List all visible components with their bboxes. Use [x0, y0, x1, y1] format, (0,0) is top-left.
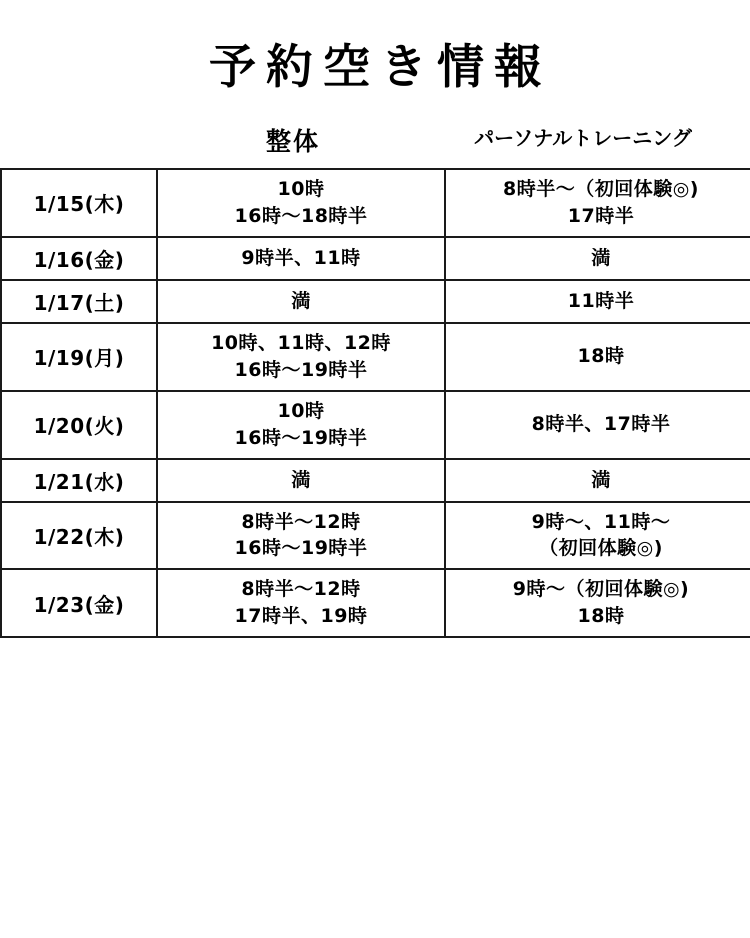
cell-seitai-slots — [157, 459, 445, 502]
cell-seitai-slots — [157, 569, 445, 637]
cell-seitai-slots — [157, 169, 445, 237]
slot-line: 8時半〜（初回体験◎) — [503, 177, 699, 200]
slot-line: （初回体験◎) — [539, 537, 663, 560]
availability-table — [0, 168, 750, 639]
cell-seitai-slots — [157, 391, 445, 459]
cell-personal-training-slots — [445, 237, 750, 280]
cell-date: 1/20(火) — [1, 391, 157, 459]
slot-line: 9時〜（初回体験◎) — [512, 578, 690, 601]
slot-line: 11時半 — [567, 289, 635, 312]
cell-date: 1/19(月) — [1, 323, 157, 391]
slot-line: 10時 — [277, 399, 325, 422]
slot-line: 満 — [291, 289, 311, 312]
column-headers — [0, 122, 750, 158]
slot-line: 8時半、17時半 — [531, 413, 671, 436]
cell-date: 1/16(金) — [1, 237, 157, 280]
slot-line: 18時 — [577, 605, 625, 628]
slot-line: 10時 — [277, 177, 325, 200]
slot-line: 18時 — [577, 345, 625, 368]
slot-line: 16時〜19時半 — [234, 426, 368, 449]
cell-personal-training-slots — [445, 569, 750, 637]
table-row — [1, 391, 750, 459]
slot-line: 9時半、11時 — [241, 246, 361, 269]
cell-personal-training-slots — [445, 323, 750, 391]
cell-date: 1/15(木) — [1, 169, 157, 237]
column-header-day-spacer — [8, 122, 154, 158]
column-header-personal-training: パーソナルトレーニング — [474, 125, 692, 150]
table-row — [1, 502, 750, 570]
table-row — [1, 280, 750, 323]
slot-line: 16時〜19時半 — [234, 537, 368, 560]
slot-line: 16時〜18時半 — [234, 204, 368, 227]
cell-seitai-slots — [157, 323, 445, 391]
cell-seitai-slots — [157, 237, 445, 280]
table-row — [1, 569, 750, 637]
slot-line: 17時半、19時 — [234, 605, 368, 628]
slot-line: 10時、11時、12時 — [211, 331, 391, 354]
cell-personal-training-slots — [445, 280, 750, 323]
cell-seitai-slots — [157, 280, 445, 323]
table-row — [1, 323, 750, 391]
cell-personal-training-slots — [445, 391, 750, 459]
table-body — [1, 169, 750, 638]
cell-personal-training-slots — [445, 169, 750, 237]
slot-line: 満 — [291, 468, 311, 491]
cell-date: 1/21(水) — [1, 459, 157, 502]
table-row — [1, 169, 750, 237]
column-header-seitai: 整体 — [265, 126, 320, 156]
table-row — [1, 237, 750, 280]
cell-date: 1/22(木) — [1, 502, 157, 570]
slot-line: 8時半〜12時 — [241, 510, 361, 533]
page-title: 予約空き情報 — [209, 40, 551, 95]
cell-personal-training-slots — [445, 459, 750, 502]
cell-personal-training-slots — [445, 502, 750, 570]
slot-line: 16時〜19時半 — [234, 358, 368, 381]
cell-date: 1/23(金) — [1, 569, 157, 637]
slot-line: 8時半〜12時 — [241, 578, 361, 601]
slot-line: 17時半 — [567, 204, 635, 227]
slot-line: 9時〜、11時〜 — [531, 510, 671, 533]
cell-date: 1/17(土) — [1, 280, 157, 323]
slot-line: 満 — [591, 246, 611, 269]
slot-line: 満 — [591, 468, 611, 491]
cell-seitai-slots — [157, 502, 445, 570]
table-row — [1, 459, 750, 502]
